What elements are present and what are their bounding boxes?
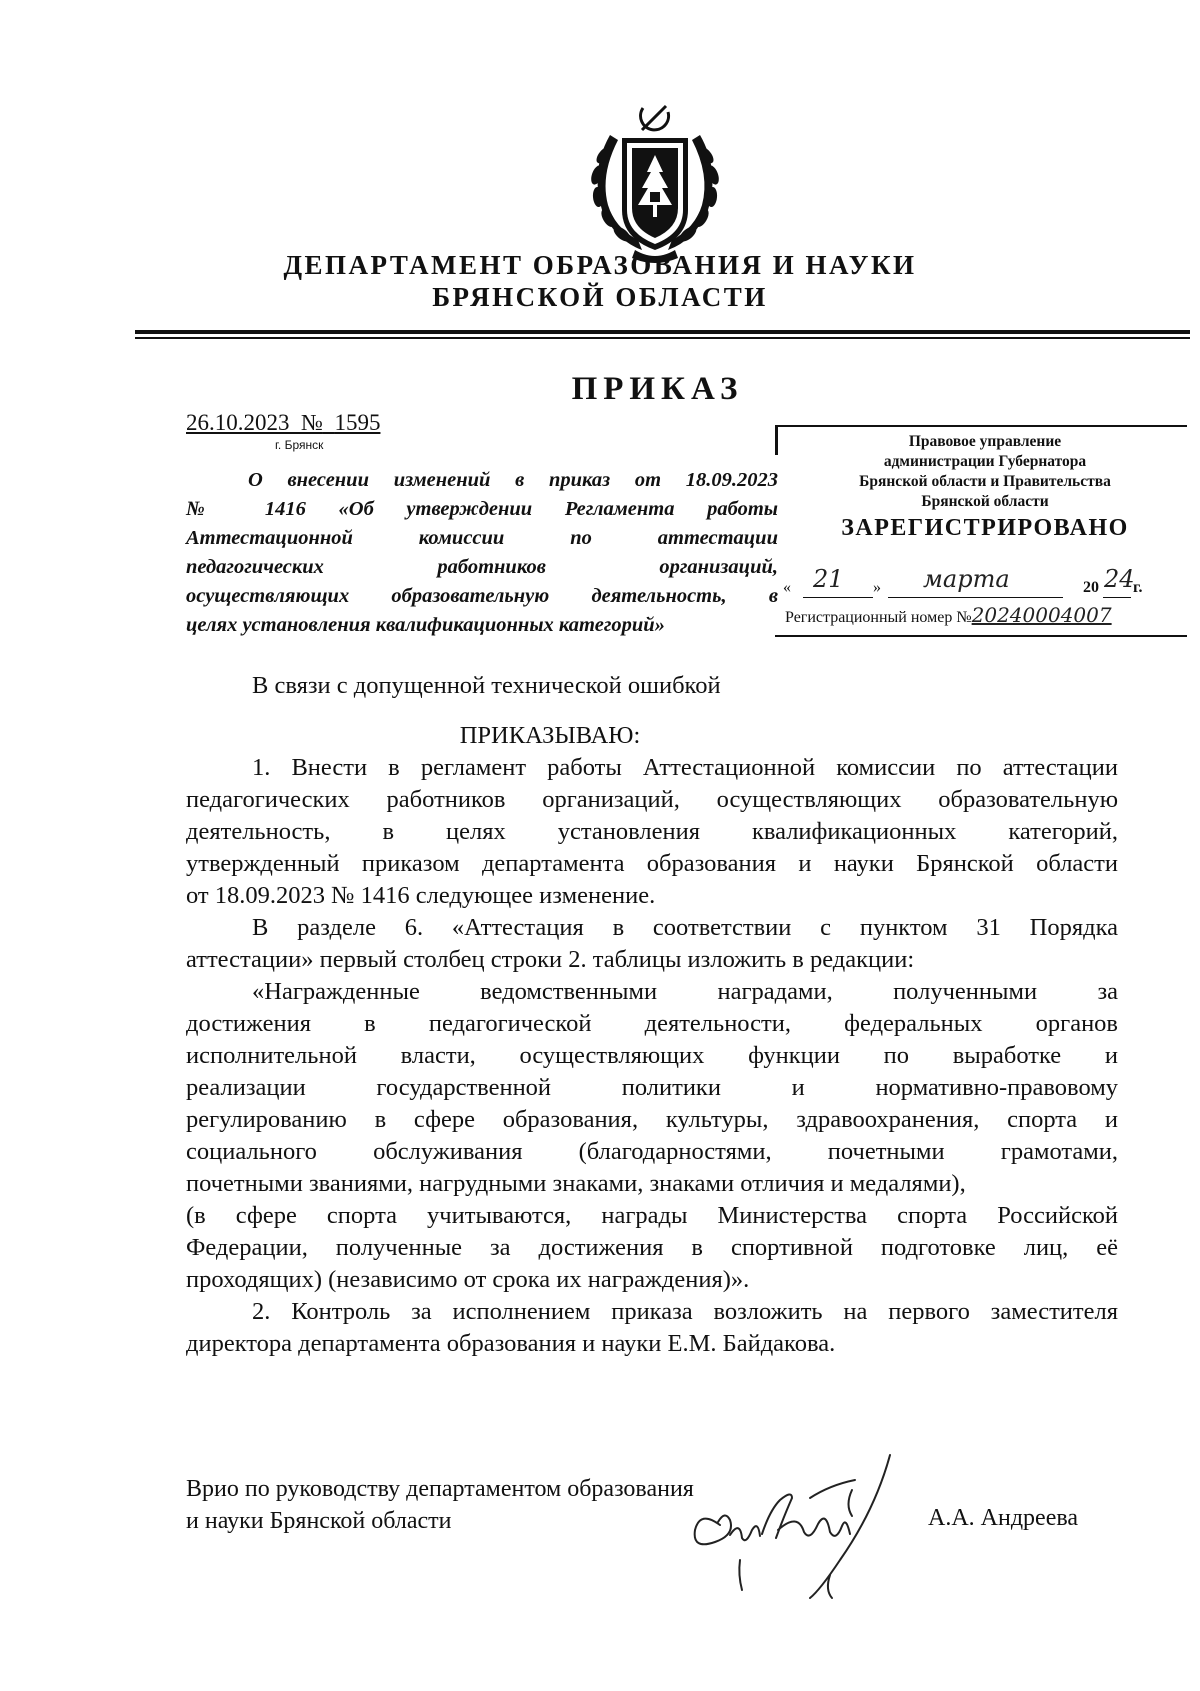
body-line: В связи с допущенной технической ошибкой bbox=[252, 672, 721, 699]
handwritten-signature bbox=[680, 1450, 920, 1600]
order-number-label: № bbox=[301, 410, 323, 435]
header-divider-thin bbox=[135, 337, 1190, 339]
body-line: регулированию в сфере образования, культуры, здравоохранения, спорта и bbox=[186, 1106, 1118, 1133]
stamp-line: Брянской области и Правительства bbox=[859, 473, 1111, 490]
body-line: проходящих) (независимо от срока их награждения)». bbox=[186, 1266, 750, 1293]
body-line: «Награжденные ведомственными наградами, полученными за bbox=[252, 978, 1118, 1005]
subject-line: целях установления квалификационных категорий» bbox=[186, 614, 665, 636]
body-line: исполнительной власти, осуществляющих функции по выработке и bbox=[186, 1042, 1118, 1069]
stamp-border-bottom bbox=[775, 635, 1187, 637]
body-line: директора департамента образования и науки Е.М. Байдакова. bbox=[186, 1330, 836, 1357]
body-line: деятельность, в целях установления квалификационных категорий, bbox=[186, 818, 1118, 845]
stamp-month: марта bbox=[923, 565, 1010, 593]
document-type-title: ПРИКАЗ bbox=[571, 371, 744, 407]
header-divider-thick bbox=[135, 330, 1190, 334]
subject-line: педагогических работников организаций, bbox=[186, 556, 778, 578]
subject-line: О внесении изменений в приказ от 18.09.2023 bbox=[248, 469, 778, 491]
order-date-number bbox=[186, 410, 380, 436]
order-number: 1595 bbox=[334, 410, 381, 435]
stamp-regnum-value: 20240004007 bbox=[971, 603, 1112, 627]
paragraph-4 bbox=[186, 1296, 1118, 1360]
subject-line: № 1416 «Об утверждении Регламента работы bbox=[186, 498, 778, 520]
intro-paragraph bbox=[186, 670, 1118, 702]
body-line: аттестации» первый столбец строки 2. таблицы изложить в редакции: bbox=[186, 946, 915, 973]
body-line: достижения в педагогической деятельности, федеральных органов bbox=[186, 1010, 1118, 1037]
stamp-regnum-label: Регистрационный номер № bbox=[785, 609, 972, 626]
subject-line: осуществляющих образовательную деятельность, в bbox=[186, 585, 778, 607]
stamp-line: администрации Губернатора bbox=[883, 453, 1087, 470]
body-line: В разделе 6. «Аттестация в соответствии с пунктом 31 Порядка bbox=[252, 914, 1118, 941]
signatory-role-line1: Врио по руководству департаментом образования bbox=[186, 1476, 694, 1502]
subject-line: Аттестационной комиссии по аттестации bbox=[186, 527, 778, 549]
department-name-line2: БРЯНСКОЙ ОБЛАСТИ bbox=[432, 282, 768, 312]
signatory-role bbox=[186, 1473, 694, 1537]
paragraph-3-quote bbox=[186, 976, 1118, 1296]
order-date: 26.10.2023 bbox=[186, 410, 290, 435]
body-line: реализации государственной политики и нормативно-правовому bbox=[186, 1074, 1118, 1101]
body-line: 2. Контроль за исполнением приказа возложить на первого заместителя bbox=[252, 1298, 1118, 1325]
body-line: педагогических работников организаций, осуществляющих образовательную bbox=[186, 786, 1118, 813]
order-word-text: ПРИКАЗЫВАЮ: bbox=[459, 722, 641, 749]
stamp-year-prefix: 20 bbox=[1083, 579, 1099, 596]
stamp-year-unit: г. bbox=[1133, 579, 1143, 596]
department-name-line1: ДЕПАРТАМЕНТ ОБРАЗОВАНИЯ И НАУКИ bbox=[283, 250, 917, 280]
paragraph-1 bbox=[186, 752, 1118, 912]
stamp-year-suffix: 24 bbox=[1104, 565, 1135, 593]
order-subject bbox=[186, 466, 778, 640]
body-line: Федерации, полученные за достижения в спортивной подготовке лиц, её bbox=[186, 1234, 1118, 1261]
stamp-registration-number bbox=[785, 603, 1195, 627]
coat-of-arms-emblem bbox=[580, 100, 730, 265]
stamp-border-top bbox=[775, 425, 1187, 427]
body-line: (в сфере спорта учитываются, награды Министерства спорта Российской bbox=[186, 1202, 1118, 1229]
stamp-registered-label: ЗАРЕГИСТРИРОВАНО bbox=[841, 515, 1129, 541]
order-word bbox=[0, 720, 1100, 752]
stamp-line: Правовое управление bbox=[908, 433, 1062, 450]
signatory-role-line2: и науки Брянской области bbox=[186, 1508, 452, 1534]
body-line: социального обслуживания (благодарностями, почетными грамотами, bbox=[186, 1138, 1118, 1165]
stamp-day: 21 bbox=[813, 565, 844, 593]
signatory-name: А.А. Андреева bbox=[928, 1505, 1079, 1531]
stamp-border-left bbox=[775, 425, 778, 455]
paragraph-2 bbox=[186, 912, 1118, 976]
body-line: от 18.09.2023 № 1416 следующее изменение. bbox=[186, 882, 656, 909]
body-line: почетными званиями, нагрудными знаками, знаками отличия и медалями), bbox=[186, 1170, 966, 1197]
registration-stamp bbox=[775, 425, 1187, 640]
order-city: г. Брянск bbox=[275, 438, 324, 452]
body-line: 1. Внести в регламент работы Аттестационной комиссии по аттестации bbox=[252, 754, 1118, 781]
body-line: утвержденный приказом департамента образования и науки Брянской области bbox=[186, 850, 1118, 877]
stamp-line: Брянской области bbox=[921, 493, 1049, 510]
stamp-date: « 21 » марта 20 24 г. bbox=[783, 565, 1143, 596]
